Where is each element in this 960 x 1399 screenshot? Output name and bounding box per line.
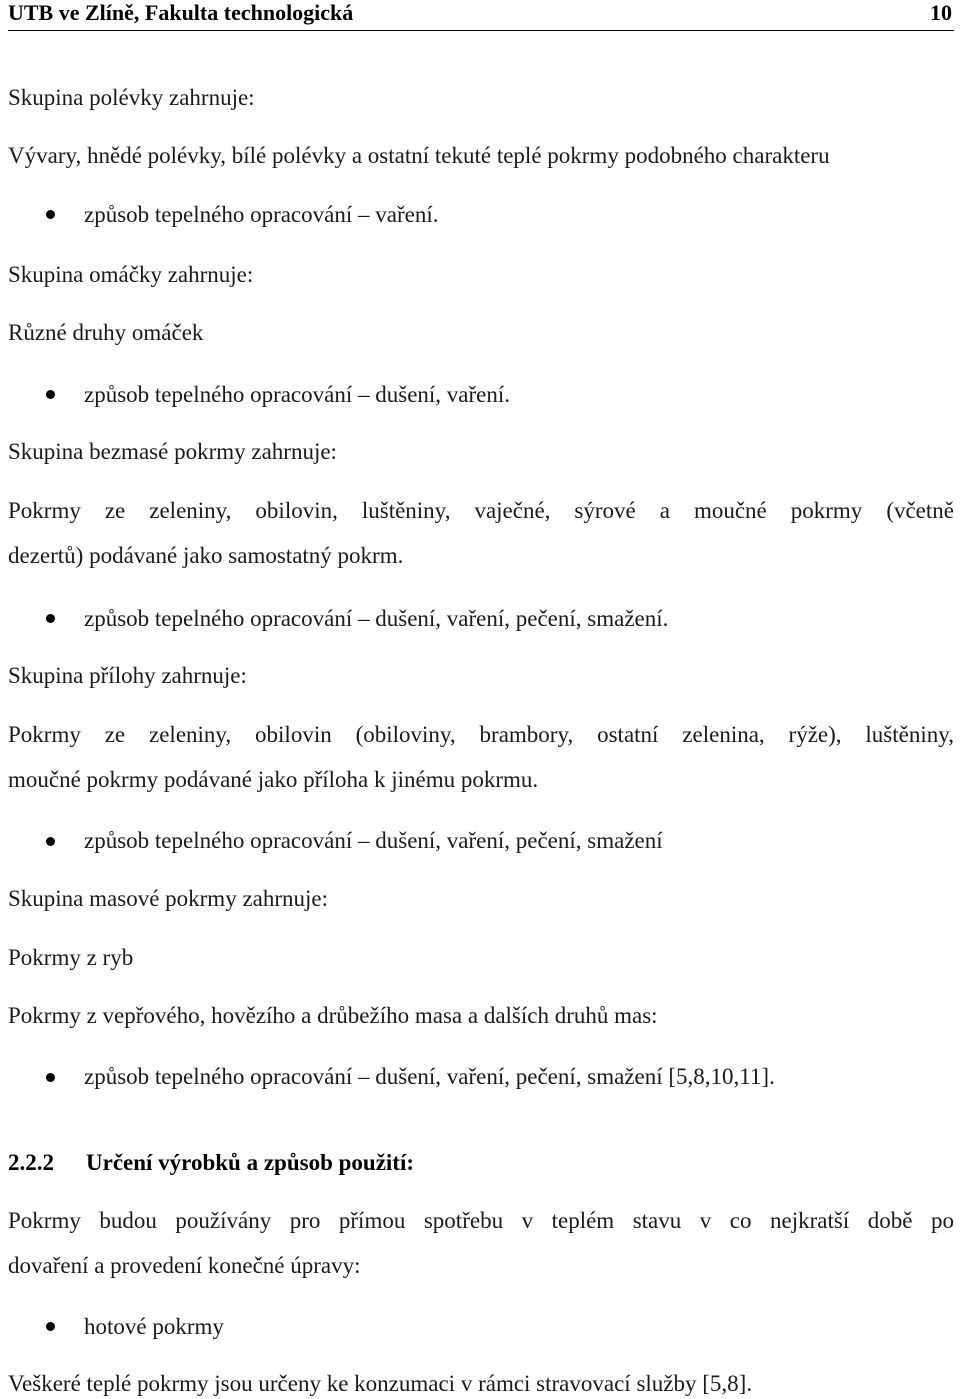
- meatless-description-line2: dezertů) podávané jako samostatný pokrm.: [8, 543, 404, 568]
- soup-description: Vývary, hnědé polévky, bílé polévky a ostatní tekuté teplé pokrmy podobného charakteru: [8, 143, 830, 168]
- header-title: UTB ve Zlíně, Fakulta technologická: [8, 0, 354, 25]
- sides-description-line1: Pokrmy ze zeleniny, obilovin (obiloviny, brambory, ostatní zelenina, rýže), luštěniny,: [8, 722, 954, 747]
- usage-description-line1: Pokrmy budou používány pro přímou spotřebu v teplém stavu v co nejkratší době po: [8, 1208, 954, 1233]
- usage-description-line2: dovaření a provedení konečné úpravy:: [8, 1253, 361, 1278]
- bullet-icon: [46, 390, 55, 399]
- meat-description-line2: Pokrmy z vepřového, hovězího a drůbežího masa a dalších druhů mas:: [8, 1003, 658, 1028]
- bullet-icon: [46, 614, 55, 623]
- sides-bullet: způsob tepelného opracování – dušení, vaření, pečení, smažení: [84, 828, 663, 853]
- section-title: Určení výrobků a způsob použití:: [86, 1150, 415, 1175]
- meat-bullet: způsob tepelného opracování – dušení, vaření, pečení, smažení [5,8,10,11].: [84, 1064, 775, 1089]
- bullet-icon: [46, 210, 55, 219]
- usage-bullet: hotové pokrmy: [84, 1314, 224, 1339]
- meat-heading: Skupina masové pokrmy zahrnuje:: [8, 886, 329, 911]
- meatless-description-line1: Pokrmy ze zeleniny, obilovin, luštěniny, vaječné, sýrové a moučné pokrmy (včetně: [8, 498, 954, 523]
- sauce-bullet: způsob tepelného opracování – dušení, vaření.: [84, 382, 511, 407]
- page-header: [8, 0, 954, 31]
- bullet-icon: [46, 1322, 55, 1331]
- page-number: 10: [930, 0, 952, 25]
- bullet-icon: [46, 837, 55, 846]
- final-paragraph: Veškeré teplé pokrmy jsou určeny ke konzumaci v rámci stravovací služby [5,8].: [8, 1371, 753, 1396]
- section-number: 2.2.2: [8, 1150, 54, 1175]
- soup-bullet: způsob tepelného opracování – vaření.: [84, 202, 439, 227]
- sauce-description: Různé druhy omáček: [8, 320, 204, 345]
- bullet-icon: [46, 1073, 55, 1082]
- meatless-heading: Skupina bezmasé pokrmy zahrnuje:: [8, 439, 337, 464]
- sides-description-line2: moučné pokrmy podávané jako příloha k jinému pokrmu.: [8, 767, 539, 792]
- soup-heading: Skupina polévky zahrnuje:: [8, 85, 255, 110]
- meatless-bullet: způsob tepelného opracování – dušení, vaření, pečení, smažení.: [84, 606, 669, 631]
- meat-description-line1: Pokrmy z ryb: [8, 945, 134, 970]
- section-heading: [8, 1149, 414, 1177]
- sides-heading: Skupina přílohy zahrnuje:: [8, 663, 247, 688]
- sauce-heading: Skupina omáčky zahrnuje:: [8, 262, 254, 287]
